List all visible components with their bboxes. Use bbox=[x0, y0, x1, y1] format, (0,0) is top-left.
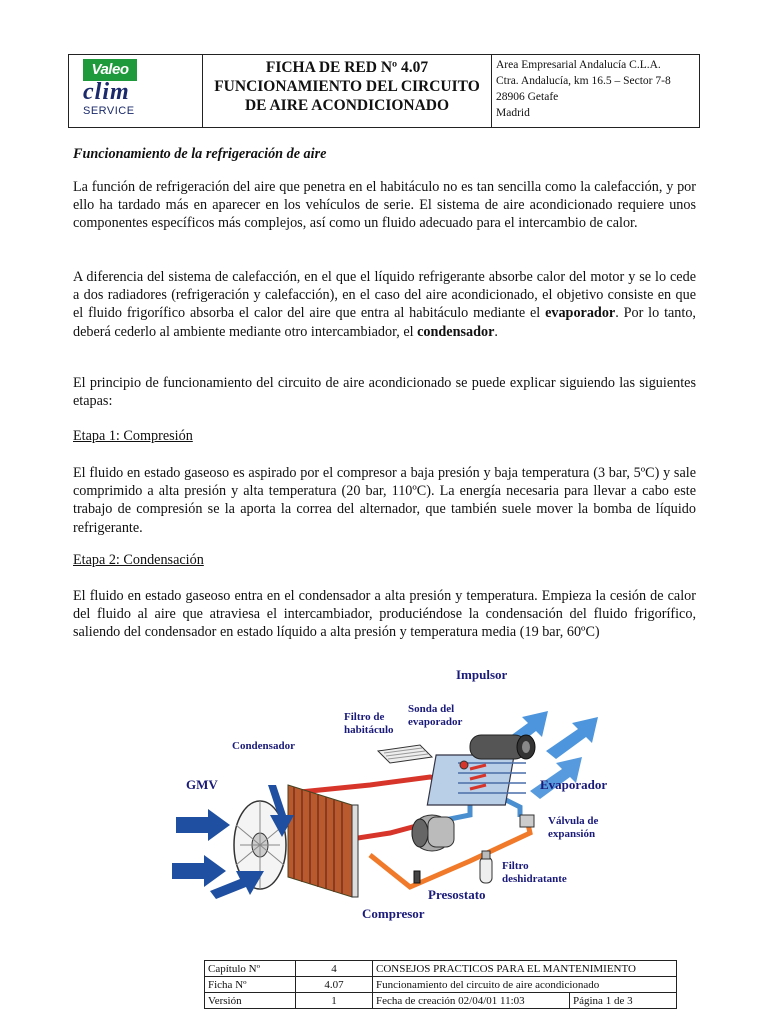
footer-row-sheet bbox=[205, 977, 677, 993]
label-valvula-line1: Válvula de bbox=[548, 815, 599, 827]
clim-logo: clim bbox=[83, 79, 130, 105]
label-gmv: GMV bbox=[186, 777, 218, 792]
document-header bbox=[68, 54, 700, 128]
footer-row-version bbox=[205, 993, 677, 1009]
expansion-valve bbox=[520, 815, 534, 827]
label-valvula bbox=[548, 815, 598, 841]
paragraph-principle: El principio de funcionamiento del circuito de aire acondicionado se puede explicar siguiendo las siguientes etapas: bbox=[73, 375, 696, 410]
label-filtro-deshidratante bbox=[502, 860, 567, 886]
p2-text-b: . Por lo tanto, deberá cederlo al ambiente mediante otro intercambiador, el bbox=[73, 305, 696, 340]
footer-sheet-label: Ficha Nº bbox=[205, 977, 296, 993]
address-line-2: Ctra. Andalucía, km 16.5 – Sector 7-8 bbox=[496, 75, 671, 87]
label-valvula-line2: expansión bbox=[548, 828, 596, 840]
label-filtro-habitaculo bbox=[344, 711, 394, 737]
evaporator bbox=[427, 755, 526, 805]
footer-sheet-value: 4.07 bbox=[296, 977, 373, 993]
label-evaporador: Evaporador bbox=[540, 777, 608, 792]
paragraph-intro: La función de refrigeración del aire que penetra en el habitáculo no es tan sencilla como la calefacción, y por ello ha tardado más en aparecer en los vehículos de serie. El sistema de aire acondicionado requiere unos componentes específicos más complejos, así como un fluido adecuado para el intercambio de calor. bbox=[73, 179, 696, 232]
logo-cell bbox=[69, 55, 203, 127]
condenser bbox=[288, 785, 358, 897]
footer-version-label: Versión bbox=[205, 993, 296, 1009]
footer-chapter-value: 4 bbox=[296, 961, 373, 977]
title-line-3: DE AIRE ACONDICIONADO bbox=[244, 97, 450, 114]
label-presostato: Presostato bbox=[428, 887, 486, 902]
footer-version-value: 1 bbox=[296, 993, 373, 1009]
ac-circuit-diagram bbox=[170, 665, 610, 927]
drier-filter bbox=[480, 851, 492, 883]
blower bbox=[470, 735, 535, 759]
p2-condensador: condensador bbox=[417, 323, 495, 340]
stage-2-title: Etapa 2: Condensación bbox=[73, 552, 204, 568]
label-sonda-line2: evaporador bbox=[408, 716, 463, 728]
title-cell bbox=[203, 55, 492, 127]
stage-2-text: El fluido en estado gaseoso entra en el condensador a alta presión y temperatura. Empieza la cesión de calor del fluido al aire que atraviesa el intercambiador, produciéndose la condensación del fluido frigorífico, saliendo del condensador en estado líquido a alta presión y temperatura media (19 bar, 60ºC) bbox=[73, 588, 696, 641]
label-sonda-line1: Sonda del bbox=[408, 703, 455, 715]
title-line-2: FUNCIONAMIENTO DEL CIRCUITO bbox=[214, 78, 480, 95]
valeo-logo: Valeo bbox=[83, 59, 137, 81]
stage-1-text: El fluido en estado gaseoso es aspirado por el compresor a baja presión y baja temperatura (3 bar, 5ºC) y sale comprimido a alta presión y alta temperatura (20 bar, 110ºC). La energía necesaria para llevar a cabo este trabajo de compresión se la aporta la correa del alternador, que también suele mover la bomba de líquido refrigerante. bbox=[73, 465, 696, 536]
p2-text-a: A diferencia del sistema de calefacción, en el que el líquido refrigerante absorbe calor del motor y se lo cede a dos radiadores (refrigeración y calefacción), en el caso del aire acondicionado, el objetivo consiste en que el fluido frigorífico absorba el calor del aire que entra al habitáculo mediante el bbox=[73, 269, 696, 322]
address-line-1: Area Empresarial Andalucía C.L.A. bbox=[496, 59, 661, 71]
label-sonda bbox=[408, 703, 462, 729]
evaporator-probe bbox=[460, 761, 468, 769]
address-line-4: Madrid bbox=[496, 107, 530, 119]
label-filtro-desh-line1: Filtro bbox=[502, 860, 529, 872]
title-line-1: FICHA DE RED Nº 4.07 bbox=[265, 59, 429, 76]
footer-table bbox=[204, 960, 677, 1009]
address-cell bbox=[492, 55, 699, 127]
label-filtro-hab-line1: Filtro de bbox=[344, 711, 385, 723]
label-condensador: Condensador bbox=[232, 740, 295, 752]
p2-text-c: . bbox=[494, 323, 498, 340]
address-line-3: 28906 Getafe bbox=[496, 91, 559, 103]
footer-sheet-desc: Funcionamiento del circuito de aire acondicionado bbox=[373, 977, 677, 993]
footer-creation-date: Fecha de creación 02/04/01 11:03 bbox=[373, 993, 570, 1009]
label-filtro-desh-line2: deshidratante bbox=[502, 873, 567, 885]
compressor bbox=[412, 815, 454, 851]
cabin-filter bbox=[378, 745, 432, 763]
footer-page-number: Página 1 de 3 bbox=[570, 993, 677, 1009]
label-impulsor: Impulsor bbox=[456, 667, 508, 682]
stage-1-title: Etapa 1: Compresión bbox=[73, 428, 193, 444]
label-compresor: Compresor bbox=[362, 906, 425, 921]
paragraph-difference bbox=[73, 268, 696, 341]
footer-chapter-label: Capítulo Nº bbox=[205, 961, 296, 977]
section-heading: Funcionamiento de la refrigeración de aire bbox=[73, 146, 327, 162]
footer-chapter-desc: CONSEJOS PRACTICOS PARA EL MANTENIMIENTO bbox=[373, 961, 677, 977]
pressure-switch bbox=[414, 871, 420, 883]
label-filtro-hab-line2: habitáculo bbox=[344, 724, 394, 736]
p2-evaporador: evaporador bbox=[545, 305, 616, 322]
service-logo: SERVICE bbox=[83, 105, 135, 117]
footer-row-chapter bbox=[205, 961, 677, 977]
